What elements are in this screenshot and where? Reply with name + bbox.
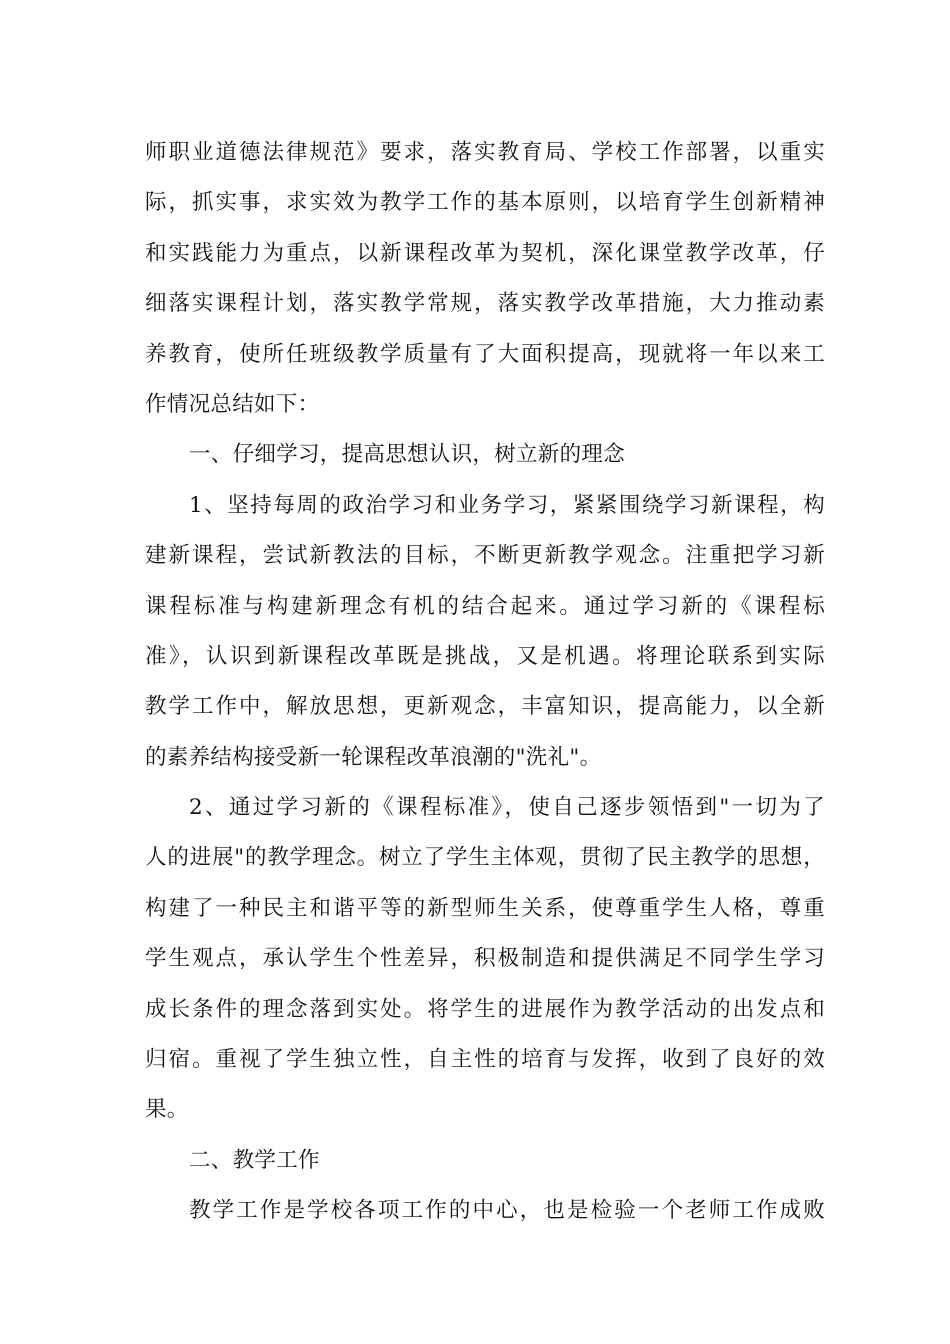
text-line: 教学工作是学校各项工作的中心，也是检验一个老师工作成败 (189, 1198, 825, 1224)
text-line: 2、通过学习新的《课程标准》，使自己逐步领悟到"一切为了 (189, 795, 825, 821)
text-line: 构建了一种民主和谐平等的新型师生关系，使尊重学生人格，尊重 (145, 895, 825, 921)
text-line: 果。 (145, 1097, 189, 1123)
text-line: 建新课程，尝试新教法的目标，不断更新教学观念。注重把学习新 (145, 543, 825, 569)
text-line: 作情况总结如下： (145, 391, 320, 417)
text-line: 和实践能力为重点，以新课程改革为契机，深化课堂教学改革，仔 (145, 240, 825, 266)
document-body (145, 128, 825, 1237)
text-line: 准》，认识到新课程改革既是挑战，又是机遇。将理论联系到实际 (145, 643, 825, 669)
text-line: 学生观点，承认学生个性差异，积极制造和提供满足不同学生学习 (145, 946, 825, 972)
text-line: 成长条件的理念落到实处。将学生的进展作为教学活动的出发点和 (145, 996, 825, 1022)
text-line: 养教育，使所任班级教学质量有了大面积提高，现就将一年以来工 (145, 341, 825, 367)
text-line: 课程标准与构建新理念有机的结合起来。通过学习新的《课程标 (145, 593, 825, 619)
text-line: 人的进展"的教学理念。树立了学生主体观，贯彻了民主教学的思想， (145, 845, 825, 871)
text-line: 际，抓实事，求实效为教学工作的基本原则，以培育学生创新精神 (145, 190, 825, 216)
text-line: 二、教学工作 (189, 1147, 320, 1173)
text-line: 师职业道德法律规范》要求，落实教育局、学校工作部署，以重实 (145, 140, 825, 165)
text-line: 1、坚持每周的政治学习和业务学习，紧紧围绕学习新课程，构 (189, 492, 825, 518)
text-line: 的素养结构接受新一轮课程改革浪潮的"洗礼"。 (145, 744, 602, 770)
text-line: 细落实课程计划，落实教学常规，落实教学改革措施，大力推动素 (145, 291, 825, 317)
text-line: 教学工作中，解放思想，更新观念，丰富知识，提高能力，以全新 (145, 694, 825, 720)
text-line: 归宿。重视了学生独立性，自主性的培育与发挥，收到了良好的效 (145, 1047, 825, 1073)
text-line: 一、仔细学习，提高思想认识，树立新的理念 (189, 442, 626, 468)
